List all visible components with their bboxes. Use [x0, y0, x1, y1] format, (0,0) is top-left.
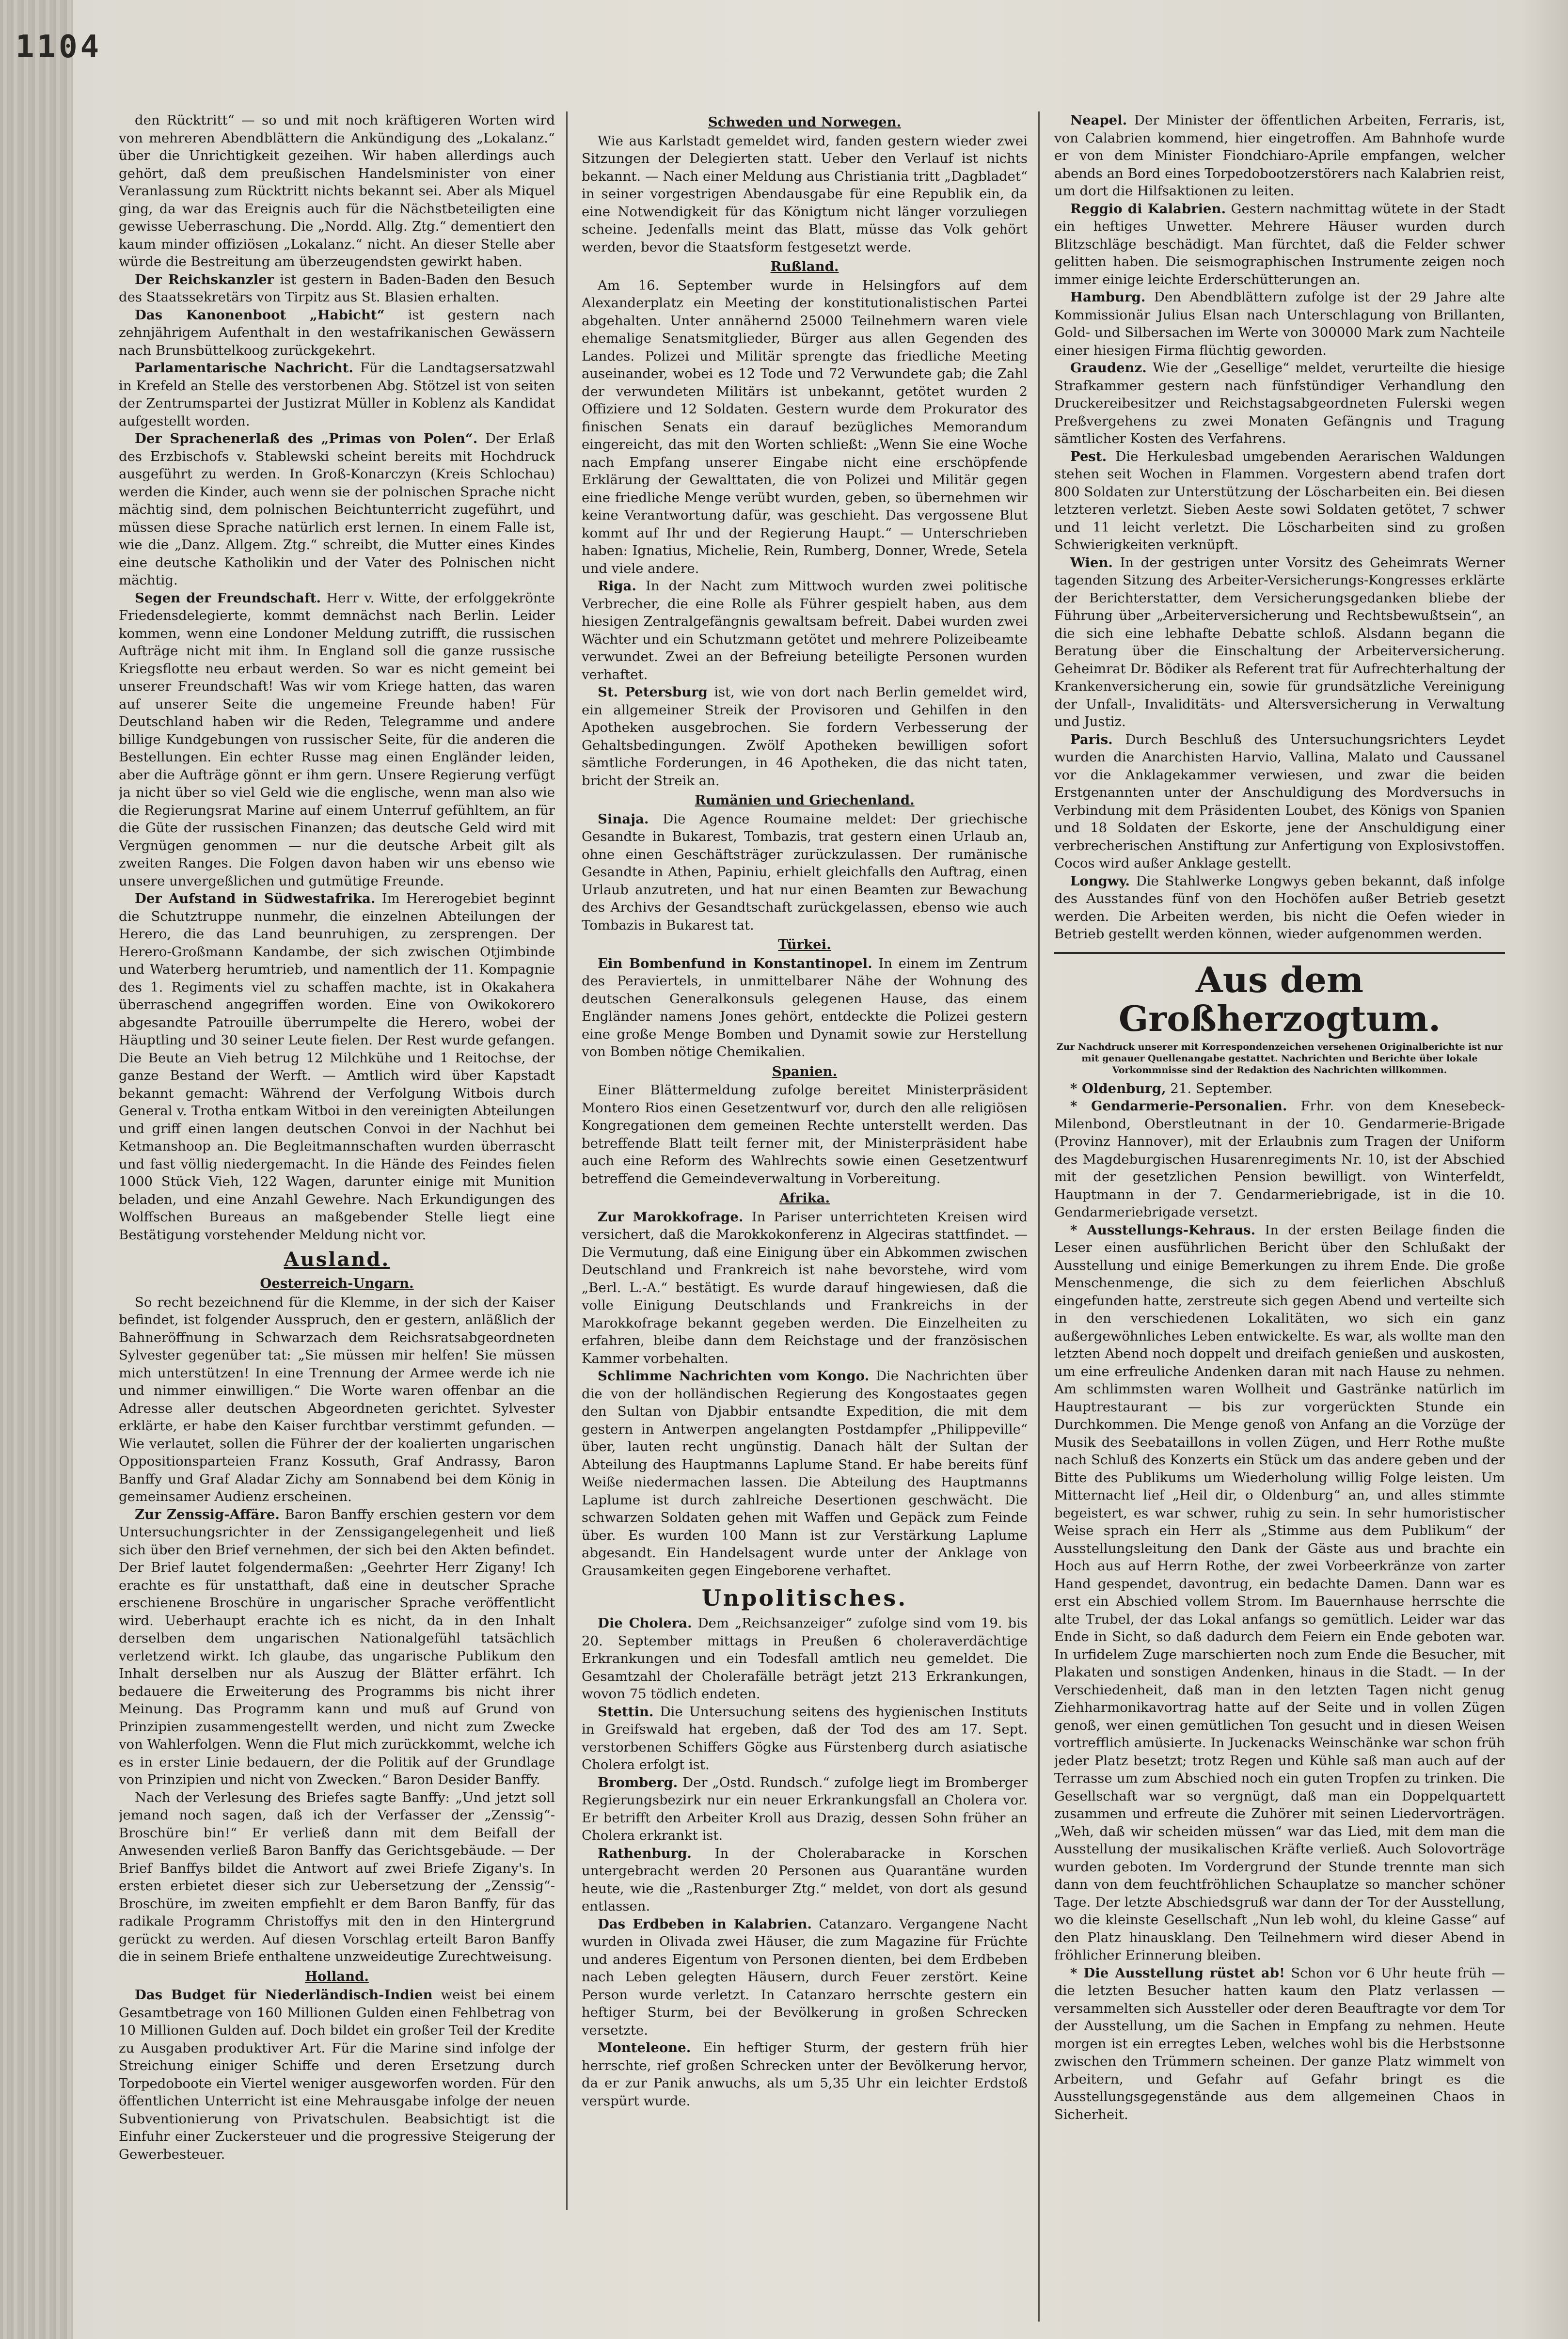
article-lead: Sinaja. [598, 811, 649, 827]
article-lead: Parlamentarische Nachricht. [135, 360, 353, 376]
column-3 [1054, 111, 1505, 2322]
article-text: weist bei einem Gesamtbetrage von 160 Millionen Gulden einen Fehlbetrag von 10 Millionen Gulden auf. Doch bildet ein großer Teil der Kredite zu Ausgaben produktiver Art. Für die Marine sind infolge der Streichung einiger Schiffe und deren Ersetzung durch Torpedoboote ein Viertel weniger ausgeworfen worden. Für den öffentlichen Unterricht ist eine Mehrausgabe infolge der neuen Subventionierung von Privatschulen. Beabsichtigt ist die Einfuhr einer Zuckersteuer und die progressive Steigerung der Gewerbesteuer. [119, 1987, 555, 2162]
article-lead: Ein Bombenfund in Konstantinopel. [598, 955, 872, 971]
article-text: Die Agence Roumaine meldet: Der griechische Gesandte in Bukarest, Tombazis, trat gestern einen Urlaub an, ohne einen Geschäftsträger zurückzulassen. Der rumänische Gesandte in Athen, Papiniu, erhielt gleichfalls den Auftrag, einen Urlaub anzutreten, und hat nur einen Beamten zur Bewachung des Archivs der Gesandtschaft zurückgelassen, ebenso wie auch Tombazis in Bukarest tat. [582, 811, 1028, 933]
article-lead: Rathenburg. [598, 1845, 692, 1861]
article-lead: Segen der Freundschaft. [135, 590, 321, 606]
article-paragraph [582, 1614, 1028, 1703]
article-text: Die Untersuchung seitens des hygienischen Instituts in Greifswald hat ergeben, daß der Tod des am 17. Sept. verstorbenen Schiffers Gögke aus Fürstenberg durch asiatische Cholera erfolgt ist. [582, 1704, 1028, 1772]
article-paragraph [582, 1081, 1028, 1187]
article-lead: St. Petersburg [598, 684, 708, 700]
article-paragraph [582, 1915, 1028, 2039]
section-subheading: Spanien. [772, 1063, 838, 1079]
article-text: So recht bezeichnend für die Klemme, in der sich der Kaiser befindet, ist folgender Ausspruch, den er gestern, anläßlich der Bahneröffnung in Schwarzach dem Reichsratsabgeordneten Sylvester gegenüber tat: „Sie müssen mir helfen! Sie müssen mich unterstützen! In eine Trennung der Armee werde ich nie und nimmer einwilligen.“ Die Worte waren offenbar an die Adresse aller deutschen Abgeordneten gerichtet. Sylvester erklärte, er habe den Kaiser furchtbar verstimmt gefunden. — Wie verlautet, sollen die Führer der der koalierten ungarischen Oppositionsparteien Franz Kossuth, Graf Andrassy, Baron Banffy und Graf Aladar Zichy am Sonnabend bei dem König in gemeinsamer Audienz erscheinen. [119, 1294, 555, 1504]
article-paragraph [1054, 1221, 1505, 1964]
article-text: Den Abendblättern zufolge ist der 29 Jahre alte Kommissionär Julius Elsan nach Unterschlagung von Brillanten, Gold- und Silbersachen im Werte von 300000 Mark zum Nachteile einer hiesigen Firma flüchtig geworden. [1054, 289, 1505, 358]
article-paragraph [119, 430, 555, 589]
section-note: Zur Nachdruck unserer mit Korrespondenzeichen versehenen Originalberichte ist nur mit genauer Quellenangabe gestattet. Nachrichten und Berichte über lokale Vorkommnisse sind der Redaktion des Nachrichten willkommen. [1056, 1041, 1503, 1075]
column-1 [119, 111, 555, 2302]
article-lead: Das Kanonenboot „Habicht“ [135, 307, 385, 323]
article-lead: Neapel. [1070, 112, 1127, 128]
article-paragraph [1054, 554, 1505, 731]
column-rule [566, 111, 568, 2210]
article-lead: Zur Zenssig-Affäre. [135, 1506, 280, 1522]
article-lead: * Die Ausstellung rüstet ab! [1070, 1965, 1285, 1981]
article-paragraph [582, 1367, 1028, 1580]
article-text: den Rücktritt“ — so und mit noch kräftigeren Worten wird von mehreren Abendblättern die Ankündigung des „Lokalanz.“ über die Unrichtigkeit gezeihen. Wir haben allerdings auch gehört, daß dem preußischen Handelsminister von einer Veranlassung zum Rücktritt nichts bekannt sei. Aber als Miquel ging, da war das Ereignis auch für die Nächstbeteiligten eine gewisse Ueberraschung. Die „Nordd. Allg. Ztg.“ dementiert den kaum minder offiziösen „Lokalanz.“ nicht. An dieser Stelle aber würde die Bestreitung am überzeugendsten gewirkt haben. [119, 112, 555, 269]
article-text: Dem „Reichsanzeiger“ zufolge sind vom 19. bis 20. September mittags in Preußen 6 choleraverdächtige Erkrankungen und ein Todesfall amtlich neu gemeldet. Die Gesamtzahl der Cholerafälle beträgt jetzt 213 Erkrankungen, wovon 75 tödlich endeten. [582, 1615, 1028, 1702]
article-lead: * Oldenburg, [1070, 1080, 1166, 1096]
article-paragraph [1054, 111, 1505, 200]
article-paragraph [119, 111, 555, 271]
article-lead: Riga. [598, 578, 636, 594]
article-text: ist, wie von dort nach Berlin gemeldet wird, ein allgemeiner Streik der Provisoren und Gehilfen in den Apotheken ausgebrochen. Sie fordern Verbesserung der Gehaltsbedingungen. Zwölf Apotheken bewilligen sofort sämtliche Forderungen, in 46 Apotheken, die das nicht taten, bricht der Streik an. [582, 684, 1028, 789]
article-text: In Pariser unterrichteten Kreisen wird versichert, daß die Marokkokonferenz in Algeciras stattfindet. — Die Vermutung, daß eine Einigung über ein Abkommen zwischen Deutschland und Frankreich ist nahe bevorstehe, wird vom „Berl. L.-A.“ bestätigt. Es wurde darauf hingewiesen, daß die volle Einigung Deutschlands und Frankreichs in der Marokkofrage bekannt gegeben werden. Die Einzelheiten zu erfahren, bleibe dann dem Reichstage und der französischen Kammer vorbehalten. [582, 1209, 1028, 1366]
section-heading: Ausland. [284, 1248, 390, 1271]
article-text: Im Hererogebiet beginnt die Schutztruppe nunmehr, die einzelnen Abteilungen der Herero, die das Land beunruhigen, zu zersprengen. Der Herero-Großmann Kandambe, der sich zwischen Otjimbinde und Waterberg herumtrieb, und namentlich der 11. Kompagnie des 1. Regiments viel zu schaffen machte, ist in Okakahera überraschend angegriffen worden. Eine von Owikokorero abgesandte Patrouille überrumpelte die Herero, wobei der Häuptling und 30 seiner Leute fielen. Der Rest wurde gefangen. Die Beute an Vieh betrug 12 Milchkühe und 1 Reitochse, der ganze Bestand der Werft. — Amtlich wird über Kapstadt bekannt gemacht: Während der Verfolgung Witbois durch General v. Trotha entkam Witboi in den vereinigten Abteilungen und griff einen langen deutschen Convoi in der Nachhut bei Ketmanshoop an. Die Begleitmannschaften wurden überrascht und fast völlig niedergemacht. In die Hände des Feindes fielen 1000 Stück Vieh, 122 Wagen, darunter einige mit Munition beladen, und eine Anzahl Gewehre. Nach Erkundigungen des Wolffschen Bureaus an maßgebender Stelle liegt eine Bestätigung vorstehender Meldung nicht vor. [119, 891, 555, 1243]
article-text: In der Nacht zum Mittwoch wurden zwei politische Verbrecher, die eine Rolle als Führer gespielt haben, aus dem hiesigen Zentralgefängnis gewaltsam befreit. Dabei wurden zwei Wächter und ein Schutzmann getötet und mehrere Polizeibeamte verwundet. Zwei an der Befreiung beteiligte Personen wurden verhaftet. [582, 578, 1028, 682]
article-paragraph [119, 1789, 555, 1966]
section-subheading: Türkei. [778, 937, 831, 952]
article-paragraph [582, 1845, 1028, 1915]
section-subheading: Rumänien und Griechenland. [695, 792, 915, 808]
article-paragraph [582, 810, 1028, 934]
column-rule [1038, 111, 1040, 2322]
article-lead: Pest. [1070, 448, 1107, 464]
page-number: 1104 [16, 29, 102, 65]
article-text: In der gestrigen unter Vorsitz des Geheimrats Werner tagenden Sitzung des Arbeiter-Versicherungs-Kongresses erklärte der Berichterstatter, dem Versicherungsgedanken bliebe der Führung über „Arbeiterversicherung und Rechtsbewußtsein“, an die sich eine lebhafte Debatte schloß. Alsdann begann die Beratung über die Einschaltung der Arbeiterversicherung. Geheimrat Dr. Bödiker als Referent trat für Aufrechterhaltung der Krankenversicherung ein, sowie für grundsätzliche Vereinigung der Unfall-, Invaliditäts- und Altersversicherung in Verwaltung und Justiz. [1054, 554, 1505, 729]
section-subheading: Oesterreich-Ungarn. [260, 1276, 414, 1291]
article-paragraph [119, 1986, 555, 2163]
article-paragraph [1054, 288, 1505, 359]
article-paragraph [582, 955, 1028, 1061]
article-lead: Wien. [1070, 554, 1113, 570]
section-subheading: Rußland. [770, 259, 839, 274]
article-lead: Der Reichskanzler [135, 271, 274, 287]
article-lead: Longwy. [1070, 873, 1130, 889]
article-paragraph [119, 1506, 555, 1789]
article-lead: Stettin. [598, 1704, 654, 1720]
article-paragraph [1054, 200, 1505, 289]
article-lead: * Gendarmerie-Personalien. [1070, 1098, 1287, 1114]
article-paragraph [582, 683, 1028, 790]
article-text: ist gestern nach zehnjährigem Aufenthalt in den westafrikanischen Gewässern nach Brunsbüttelkoog zurückgekehrt. [119, 307, 555, 358]
article-text: In der ersten Beilage finden die Leser einen ausführlichen Bericht über den Schlußakt der Ausstellung und einige Bemerkungen zu ihrem Ende. Die große Menschenmenge, die sich zu dem feierlichen Abschluß eingefunden hatte, zerstreute sich gegen Abend und verteilte sich in den verschiedenen Lokalitäten, wo sich ein ganz außergewöhnliches Leben entwickelte. Es war, als wollte man den letzten Abend noch doppelt und dreifach genießen und auskosten, um eine erfreuliche Andenken daran mit nach Hause zu nehmen. Am schlimmsten waren Wollheit und Gastränke natürlich im Hauptrestaurant — bis zur vorgerückten Stunde ein Durchkommen. Die Menge genoß von Anfang an die Vorzüge der Musik des Seebataillons in vollen Zügen, und Herr Rothe mußte nach Schluß des Konzerts ein Stück um das andere geben und der Bitte des Publikums um Wiederholung willig Folge leisten. Um Mitternacht lief „Heil dir, o Oldenburg“ an, und alles stimmte begeistert, es war schwer, ruhig zu sein. In sehr humoristischer Weise sprach ein Herr als „Stimme aus dem Publikum“ der Ausstellungsleitung den Dank der Gäste aus und brachte ein Hoch aus auf Herrn Rothe, der zwei Vorbeerkränze von zarter Hand gespendet, davontrug, ein bedachte Damen. Dann war es erst ein Abschied vollem Strom. Im Bauernhause herrschte die alte Trubel, der das Lokal anfangs so gemütlich. Leider war das Ende in Sicht, so daß dadurch dem Feiern ein Ende geboten war. In urfidelem Zuge marschierten noch zum Ende die Besucher, mit Plakaten und sonstigen Andenken, hinaus in die Stadt. — In der Verschiedenheit, daß man in den letzten Tagen nicht genug Ziehharmonikavortrag hatte auf der Seite und in vollen Zügen genoß, wer einen gemütlichen Ton gesucht und in diesen Weisen vortrefflich amüsierte. In Juckenacks Weinschänke war schon früh jeder Platz besetzt; trotz Regen und Kühle saß man auch auf der Terrasse um zum Abschied noch ein guten Tropfen zu trinken. Die Gesellschaft war so vergnügt, daß man ein Doppelquartett zusammen und erfreute die Zuhörer mit seinen Liedervorträgen. „Weh, daß wir scheiden müssen“ war das Lied, mit dem man die Ausstellung der musikalischen Kräfte verließ. Auch Solovorträge wurden geboten. Im Vordergrund der Stunde trennte man sich dann von dem feuchtfröhlichen Schauplatze so mancher schöner Tage. Der letzte Abschiedsgruß war dann der Tor der Ausstellung, wo die kleinste Gesellschaft „Nun leb wohl, du kleine Gasse“ auf den Platz hinausklang. Den Teilnehmern wird dieser Abend in fröhlicher Erinnerung bleiben. [1054, 1222, 1505, 1963]
article-text: ist gestern in Baden-Baden den Besuch des Staatssekretärs von Tirpitz aus St. Blasien erhalten. [119, 271, 555, 305]
section-heading: Unpolitisches. [701, 1585, 908, 1611]
article-text: Der Erlaß des Erzbischofs v. Stablewski scheint bereits mit Hochdruck ausgeführt zu werden. In Groß-Konarczyn (Kreis Schlochau) werden die Kinder, auch wenn sie der polnischen Sprache nicht mächtig sind, dem polnischen Beichtunterricht zugeführt, und müssen diese Sprache natürlich erst lernen. In einem Falle ist, wie die „Danz. Allgem. Ztg.“ schreibt, die Mutter eines Kindes eine deutsche Katholikin und der Vater des Polnischen nicht mächtig. [119, 431, 555, 588]
column-2 [582, 111, 1028, 2205]
article-text: In einem im Zentrum des Peraviertels, in unmittelbarer Nähe der Wohnung des deutschen Generalkonsuls gelegenen Hause, das einem Engländer namens Jones gehört, entdeckte die Polizei gestern eine große Menge Bomben und Dynamit sowie zur Herstellung von Bomben nötige Chemikalien. [582, 955, 1028, 1059]
article-paragraph [119, 271, 555, 306]
article-text: Nach der Verlesung des Briefes sagte Banffy: „Und jetzt soll jemand noch sagen, daß ich der Verfasser der „Zenssig“-Broschüre bin!“ Er verließ dann mit dem Beifall der Anwesenden verließ Baron Banffy das Gerichtsgebäude. — Der Brief Banffys bildet die Antwort auf zwei Briefe Zigany's. In ersten erbietet dieser sich zur Uebersetzung der „Zenssig“-Broschüre, im zweiten empfiehlt er dem Baron Banffy, für das radikale Programm Christoffys mit den in den Hintergrund gerückt zu werden. Auf diesen Vorschlag erteilt Baron Banffy die in seinem Briefe enthaltene unzweideutige Zurechtweisung. [119, 1789, 555, 1964]
article-text: Ein heftiger Sturm, der gestern früh hier herrschte, rief großen Schrecken unter der Bevölkerung hervor, da er zur Panik anwuchs, als um 5,35 Uhr ein leichter Erdstoß verspürt wurde. [582, 2040, 1028, 2109]
article-paragraph [119, 1294, 555, 1506]
article-paragraph [119, 890, 555, 1244]
article-text: Wie der „Gesellige“ meldet, verurteilte die hiesige Strafkammer gestern nach fünfstündiger Verhandlung den Druckereibesitzer und Reichstagsabgeordneten Fulerski wegen Preßvergehens zu zwei Monaten Gefängnis und Tragung sämtlicher Kosten des Verfahrens. [1054, 360, 1505, 446]
article-text: Für die Landtagsersatzwahl in Krefeld an Stelle des verstorbenen Abg. Stötzel ist von seiten der Zentrumspartei der Justizrat Müller in Koblenz als Kandidat aufgestellt worden. [119, 360, 555, 429]
article-lead: Paris. [1070, 731, 1113, 747]
section-subheading: Afrika. [779, 1190, 830, 1206]
article-text: Gestern nachmittag wütete in der Stadt ein heftiges Unwetter. Mehrere Häuser wurden durch Blitzschläge beschädigt. Man fürchtet, daß die Felder schwer gelitten haben. Die seismographischen Instrumente zeigen noch immer einige leichte Erderschütterungen an. [1054, 201, 1505, 287]
article-text: Durch Beschluß des Untersuchungsrichters Leydet wurden die Anarchisten Harvio, Vallina, Malato und Caussanel vor die Anklagekammer verwiesen, und zwar die beiden Erstgenannten unter der Anschuldigung des Mordversuchs in Verbindung mit dem Präsidenten Loubet, des Königs von Spanien und 18 Soldaten der Eskorte, jene der Anschuldigung einer verbrecherischen Anstiftung zur Anfertigung von Explosivstoffen. Cocos wird außer Anklage gestellt. [1054, 731, 1505, 871]
article-text: Baron Banffy erschien gestern vor dem Untersuchungsrichter in der Zenssigangelegenheit und ließ sich über den Brief vernehmen, der sich bei den Akten befindet. Der Brief lautet folgendermaßen: „Geehrter Herr Zigany! Ich erachte es für unstatthaft, daß eine in deutscher Sprache erschienene Broschüre in ungarischer Sprache veröffentlicht wird. Ueberhaupt erachte ich es nicht, da in den Inhalt derselben dem ungarischen Nationalgefühl tatsächlich verletzend wirkt. Ich glaube, das ungarische Publikum den Inhalt derselben nur als Auszug der Blätter erfährt. Ich bedauere die Erweiterung des Programms bis nicht ihrer Meinung. Das Programm kann und muß auf Grund von Prinzipien zusammengestellt werden, und nicht zum Zwecke von Wahlerfolgen. Wenn die Flut mich zurückkommt, welche ich es in erster Linie bedauern, der die Politik auf der Grundlage von Prinzipien und nicht von Zwecken.“ Baron Desider Banffy. [119, 1506, 555, 1787]
article-lead: Das Budget für Niederländisch-Indien [135, 1987, 433, 2003]
article-text: Wie aus Karlstadt gemeldet wird, fanden gestern wieder zwei Sitzungen der Delegierten statt. Ueber den Verlauf ist nichts bekannt. — Nach einer Meldung aus Christiania tritt „Dagbladet“ in seiner vorgestrigen Abendausgabe für eine Republik ein, da eine Notwendigkeit für das Königtum nicht länger vorzuliegen scheine. Jedenfalls meint das Blatt, müsse das Volk gehört werden, bevor die Staatsform festgesetzt werde. [582, 133, 1028, 255]
article-text: Die Herkulesbad umgebenden Aerarischen Waldungen stehen seit Wochen in Flammen. Vorgestern abend trafen dort 800 Soldaten zur Unterstützung der Löscharbeiten ein. Bei diesen letzteren verletzt. Sieben Aeste sowi Soldaten getötet, 7 schwer und 11 leicht verletzt. Die Löscharbeiten sind zu großen Schwierigkeiten verknüpft. [1054, 448, 1505, 553]
binding-gutter [0, 0, 73, 2339]
article-paragraph [119, 359, 555, 430]
article-paragraph [1054, 1080, 1505, 1098]
article-paragraph [1054, 872, 1505, 943]
article-paragraph [582, 1774, 1028, 1845]
article-lead: Die Cholera. [598, 1615, 692, 1631]
article-lead: Reggio di Kalabrien. [1070, 201, 1226, 217]
article-lead: Der Aufstand in Südwestafrika. [135, 891, 376, 906]
section-subheading: Holland. [305, 1968, 369, 1984]
section-subheading: Schweden und Norwegen. [708, 114, 902, 130]
article-paragraph [582, 277, 1028, 578]
article-lead: * Ausstellungs-Kehraus. [1070, 1222, 1256, 1238]
article-text: Die Nachrichten über die von der holländischen Regierung des Kongostaates gegen den Sultan von Djabbir entsandte Expedition, die mit dem gestern in Antwerpen angelangten Postdampfer „Philippeville“ über, lauten recht ungünstig. Danach hält der Sultan der Abteilung des Hauptmanns Laplume Stand. Er habe bereits fünf Weiße niedermachen lassen. Die Abteilung des Hauptmanns Laplume ist durch zahlreiche Desertionen geschwächt. Die schwarzen Soldaten gehen mit Waffen und Gepäck zum Feinde über. Es wurden 100 Mann ist zur Verstärkung Laplume abgesandt. Ein Handelsagent wurde unter der Anklage von Grausamkeiten gegen Eingeborene verhaftet. [582, 1368, 1028, 1579]
article-lead: Das Erdbeben in Kalabrien. [598, 1916, 812, 1932]
article-lead: Der Sprachenerlaß des „Primas von Polen“. [135, 431, 478, 446]
article-text: 21. September. [1166, 1080, 1273, 1096]
article-paragraph [1054, 731, 1505, 872]
article-paragraph [119, 306, 555, 360]
article-text: Einer Blättermeldung zufolge bereitet Ministerpräsident Montero Rios einen Gesetzentwurf vor, durch den alle religiösen Kongregationen dem gemeinen Rechte unterstellt werden. Das betreffende Blatt teilt ferner mit, der Ministerpräsident habe auch eine Reform des Wahlrechts sowie einen Gesetzentwurf betreffend die Gemeindeverwaltung in Vorbereitung. [582, 1082, 1028, 1186]
article-lead: Schlimme Nachrichten vom Kongo. [598, 1368, 870, 1384]
article-text: Catanzaro. Vergangene Nacht wurden in Olivada zwei Häuser, die zum Magazine für Früchte und anderes Eigentum von Personen dienten, bei dem Erdbeben nach Leben gelegten Häusern, durch Feuer zerstört. Keine Person wurde verletzt. In Catanzaro herrschte gestern ein heftiger Sturm, bei der Bevölkerung in großen Schrecken versetzte. [582, 1916, 1028, 2038]
article-paragraph [1054, 1097, 1505, 1221]
article-paragraph [1054, 448, 1505, 554]
article-text: Der „Ostd. Rundsch.“ zufolge liegt im Bromberger Regierungsbezirk nur ein neuer Erkrankungsfall an Cholera vor. Er betrifft den Arbeiter Kroll aus Drazig, dessen Sohn früher an Cholera erkrankt ist. [582, 1774, 1028, 1843]
article-text: Herr v. Witte, der erfolggekrönte Friedensdelegierte, kommt demnächst nach Berlin. Leider kommen, wenn eine Londoner Meldung zutrifft, die russischen Aufträge nicht mit ihm. In England soll die ganze russische Kriegsflotte neu erbaut werden. So war es nicht gemeint bei unserer Freundschaft! Was wir vom Kriege hatten, das waren auf unserer Seite die ungemeine Freunde haben! Für Deutschland haben wir die Reden, Telegramme und andere billige Kundgebungen von russischer Seite, für die anderen die Bestellungen. Ein echter Russe mag einen Engländer leiden, aber die Aufträge gönnt er ihm gern. Unsere Regierung verfügt ja nicht über so viel Geld wie die englische, wenn man also wie die Regierungsrat Marine auf einem Unterruf gefühltem, an für die Güte der russischen Finanzen; das deutsche Geld wird mit Vergnügen genommen — nur die deutsche Arbeit gilt als zweiten Ranges. Die Folgen davon haben wir uns ebenso wie unsere unvergeßlichen und gutmütige Freunde. [119, 590, 555, 889]
article-text: Der Minister der öffentlichen Arbeiten, Ferraris, ist, von Calabrien kommend, hier eingetroffen. Am Bahnhofe wurde er von dem Minister Fiondchiaro-Aprile empfangen, welcher abends an Bord eines Torpedobootzerstörers nach Kalabrien reist, um dort die Hilfsaktionen zu leiten. [1054, 112, 1505, 199]
article-text: In der Cholerabaracke in Korschen untergebracht werden 20 Personen aus Quarantäne wurden heute, wie die „Rastenburger Ztg.“ meldet, von dort als gesund entlassen. [582, 1845, 1028, 1914]
article-text: Schon vor 6 Uhr heute früh — die letzten Besucher hatten kaum den Platz verlassen — versammelten sich Aussteller oder deren Beauftragte vor dem Tor der Ausstellung, um die Sachen in Empfang zu nehmen. Heute morgen ist ein erregtes Leben, welches wohl bis die Herbstsonne zwischen den Trümmern scheinen. Der ganze Platz wimmelt von Arbeitern, und Gefahr auf Gefahr bringt es die Ausstellungsgegenstände aus dem allgemeinen Chaos in Sicherheit. [1054, 1965, 1505, 2122]
article-paragraph [119, 589, 555, 890]
article-lead: Graudenz. [1070, 360, 1147, 376]
article-paragraph [582, 1208, 1028, 1368]
article-paragraph [1054, 359, 1505, 448]
article-text: Frhr. von dem Knesebeck-Milenbond, Oberstleutnant in der 10. Gendarmerie-Brigade (Provinz Hannover), mit der Erlaubnis zum Tragen der Uniform des Magdeburgischen Husarenregiments Nr. 10, ist der Abschied mit der gesetzlichen Pension bewilligt. von Winterfeldt, Hauptmann in der 7. Gendarmeriebrigade, ist in die 10. Gendarmeriebrigade versetzt. [1054, 1098, 1505, 1220]
article-lead: Bromberg. [598, 1774, 678, 1790]
article-lead: Hamburg. [1070, 289, 1146, 305]
article-text: Am 16. September wurde in Helsingfors auf dem Alexanderplatz ein Meeting der konstitutionalistischen Partei abgehalten. Unter annähernd 25000 Teilnehmern waren viele ehemalige Senatsmitglieder, Bürger aus allen Gegenden des Landes. Polizei und Militär sprengte das friedliche Meeting auseinander, wobei es 12 Tode und 72 Verwundete gab; die Zahl der verwundeten Militärs ist unbekannt, getötet wurden 2 Offiziere und 12 Soldaten. Gestern wurde dem Prokurator des finischen Senats ein darauf bezügliches Memorandum eingereicht, das mit den Worten schließt: „Wenn Sie eine Woche nach Empfang unserer Eingabe nicht eine erschöpfende Erklärung der Gewalttaten, die von Polizei und Militär gegen eine friedliche Menge verübt wurden, geben, so übernehmen wir keine Verantwortung dafür, was geschieht. Das vergossene Blut kommt auf Ihr und der Regierung Haupt.“ — Unterschrieben haben: Ignatius, Michelie, Rein, Rumberg, Donner, Wrede, Setela und viele andere. [582, 277, 1028, 576]
article-lead: Monteleone. [598, 2040, 691, 2055]
article-paragraph [582, 1703, 1028, 1774]
article-paragraph [582, 577, 1028, 683]
article-text: Die Stahlwerke Longwys geben bekannt, daß infolge des Ausstandes fünf von den Hochöfen außer Betrieb gesetzt werden. Die Arbeiten werden, bis nicht die Oefen wieder in Betrieb gestellt werden können, wieder aufgenommen werden. [1054, 873, 1505, 942]
article-paragraph [582, 2039, 1028, 2110]
article-lead: Zur Marokkofrage. [598, 1209, 744, 1225]
article-paragraph [1054, 1964, 1505, 2124]
section-masthead: Aus dem Großherzogtum. [1054, 952, 1505, 1038]
article-paragraph [582, 132, 1028, 256]
